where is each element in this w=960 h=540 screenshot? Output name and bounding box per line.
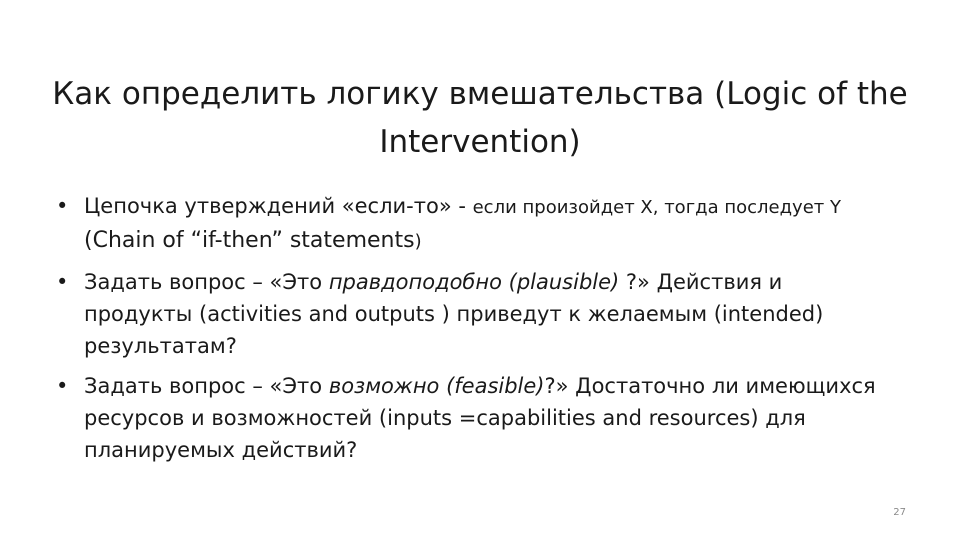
bullet-item-if-then	[56, 190, 876, 258]
bullet-small-text: если произойдет Х, тогда последует Y	[472, 197, 841, 218]
bullet-marker: •	[56, 374, 69, 398]
bullet-post-text: ?» Действия и продукты (activities and outputs ) приведут к желаемым (intended) результатам?	[84, 270, 824, 358]
page-number: 27	[893, 507, 906, 518]
bullet-pre-text: Задать вопрос – «Это	[84, 374, 329, 398]
bullet-pre-text: Задать вопрос – «Это	[84, 270, 329, 294]
bullet-marker: •	[56, 270, 69, 294]
bullet-italic-text: возможно (feasible)	[328, 374, 545, 398]
bullet-list	[56, 190, 876, 474]
bullet-tail-text: )	[414, 231, 422, 252]
bullet-item-plausible	[56, 266, 876, 362]
bullet-lead-text: Цепочка утверждений «если-то» -	[84, 194, 473, 218]
slide-title: Как определить логику вмешательства (Logic of the Intervention)	[52, 76, 908, 160]
bullet-item-feasible	[56, 370, 876, 466]
bullet-post-text: ?» Достаточно ли имеющихся ресурсов и возможностей (inputs =capabilities and resources) для планируемых действий?	[84, 374, 876, 462]
bullet-marker: •	[56, 194, 69, 218]
bullet-italic-text: правдоподобно (plausible)	[328, 270, 620, 294]
bullet-english-text: (Chain of “if-then” statements	[84, 228, 415, 253]
